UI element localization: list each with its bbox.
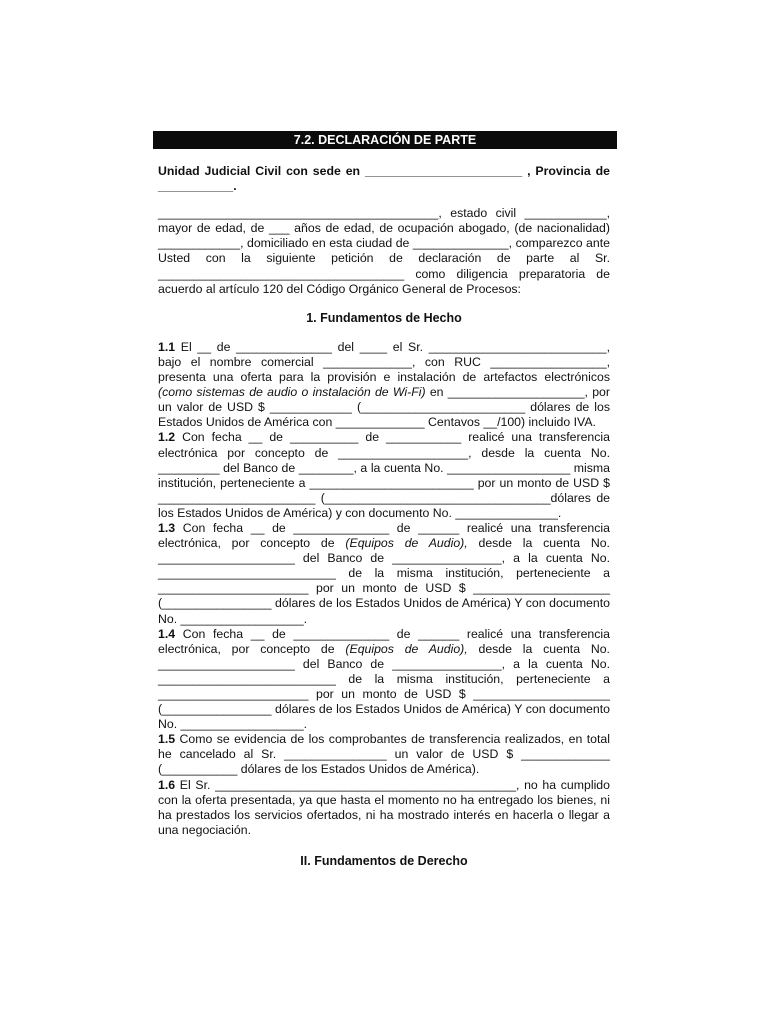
fact-number: 1.2 xyxy=(158,430,176,445)
fact-item xyxy=(158,430,610,521)
fact-italic-text: (Equipos de Audio), xyxy=(345,641,468,656)
fact-text: El __ de ______________ del ____ el Sr. __________________________, bajo el nombre comercial _____________, con RUC _________________, presenta una oferta para la provisión e instalación de artefactos electrónicos xyxy=(158,339,610,385)
fact-text-cont: desde la cuenta No. ____________________ del Banco de ________________, a la cuenta No. __________________________ de la misma institución, perteneciente a ______________________ por un monto de USD $ ____________________ (________________ dólares de los Estados Unidos de América) Y con documento No. __________________. xyxy=(158,641,610,732)
fact-text: Con fecha __ de ______________ de ______ realicé una transferencia electrónica, por concepto de xyxy=(158,626,610,656)
fact-text: Con fecha __ de ______________ de ______ realicé una transferencia electrónica, por concepto de xyxy=(158,520,610,551)
fact-item xyxy=(158,732,610,777)
fact-item xyxy=(158,778,610,838)
fact-number: 1.6 xyxy=(158,777,176,792)
fact-text-cont: en ____________________, por un valor de USD $ ____________ (________________________ dólares de los Estados Unidos de América con _____________ Centavos __/100) incluido IVA. xyxy=(158,385,610,430)
fact-italic-text: (como sistemas de audio o instalación de Wi-Fi) xyxy=(158,385,426,400)
section-heading-facts: 1. Fundamentos de Hecho xyxy=(306,310,462,325)
fact-number: 1.5 xyxy=(158,732,176,747)
document-title: 7.2. DECLARACIÓN DE PARTE xyxy=(293,133,477,147)
fact-text: El Sr. ____________________________________________, no ha cumplido con la oferta presentada, ya que hasta el momento no ha entregado los bienes, ni ha prestados los servicios ofertados, ni ha mostrado interés en hacerla o llegar a una negociación. xyxy=(158,777,610,837)
fact-item xyxy=(158,521,610,627)
document-body xyxy=(158,131,610,883)
party-paragraph: _________________________________________, estado civil ____________, mayor de edad, de ___ años de edad, de ocupación abogado, (de nacionalidad) ____________, domiciliado en esta ciudad de ______________, comparezco ante Usted con la siguiente petición de declaración de parte al Sr. ____________________________________ como diligencia preparatoria de acuerdo al artículo 120 del Código Orgánico General de Procesos: xyxy=(158,206,610,296)
fact-item xyxy=(158,340,610,431)
fact-item xyxy=(158,627,610,733)
court-line: Unidad Judicial Civil con sede en _______________________ , Provincia de ___________. xyxy=(158,164,610,194)
fact-number: 1.3 xyxy=(158,520,176,535)
facts-list xyxy=(158,340,610,838)
document-title-bar xyxy=(153,131,617,149)
fact-number: 1.1 xyxy=(158,339,176,354)
fact-text: Como se evidencia de los comprobantes de transferencia realizados, en total he cancelado al Sr. _______________ un valor de USD $ _____________ (___________ dólares de los Estados Unidos de América). xyxy=(158,732,610,777)
fact-number: 1.4 xyxy=(158,626,176,641)
section-heading-law: II. Fundamentos de Derecho xyxy=(300,853,468,868)
fact-italic-text: (Equipos de Audio), xyxy=(345,536,468,551)
fact-text: Con fecha __ de __________ de ___________ realicé una transferencia electrónica por concepto de ___________________, desde la cuenta No. _________ del Banco de ________, a la cuenta No. __________________ misma institución, perteneciente a ________________________ por un monto de USD $ _______________________ (_________________________________dólares de los Estados Unidos de América) y con documento No. _______________. xyxy=(158,430,610,520)
fact-text-cont: desde la cuenta No. ____________________ del Banco de ________________, a la cuenta No. __________________________ de la misma institución, perteneciente a ______________________ por un monto de USD $ ____________________ (________________ dólares de los Estados Unidos de América) Y con documento No. __________________. xyxy=(158,536,610,626)
